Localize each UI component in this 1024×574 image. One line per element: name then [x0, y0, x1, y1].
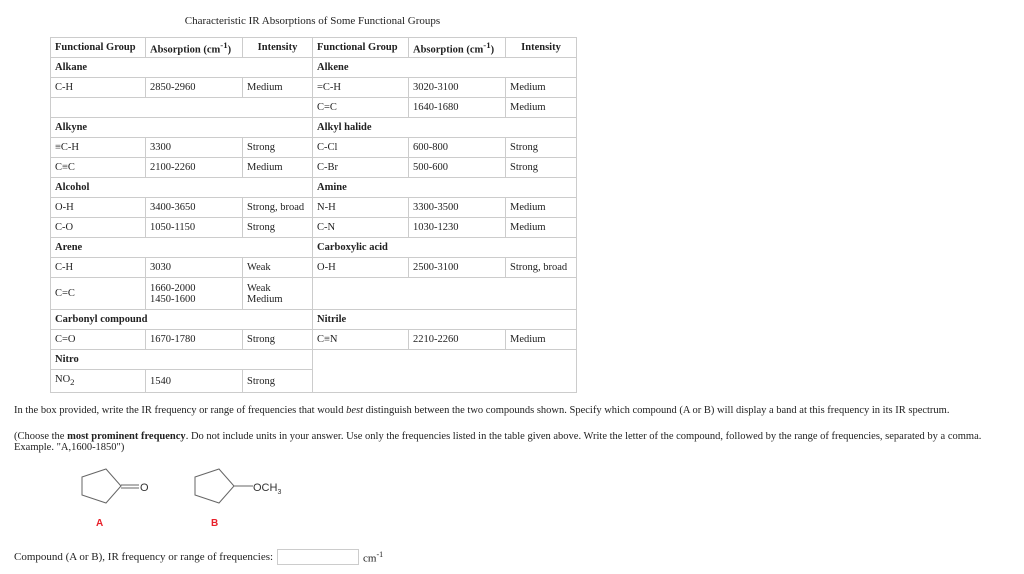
group-row: Alcohol Amine: [51, 178, 577, 198]
group-row: Nitro: [51, 350, 577, 370]
table-row: ≡C-H 3300 Strong C-Cl 600-800 Strong: [51, 138, 577, 158]
group-row: Carbonyl compound Nitrile: [51, 310, 577, 330]
compound-b-structure: [190, 465, 290, 510]
instruction-note: (Choose the most prominent frequency. Do not include units in your answer. Use only the frequencies listed in the table given above. Write the letter of the compound, followed by the range of frequencies, separated by a comma. Example. "A,1600-1850"): [14, 431, 982, 453]
table-row: $NO_2$ 1540 Strong: [51, 370, 577, 393]
header-functional-group: Functional Group: [51, 38, 146, 58]
table-row: C≡C 2100-2260 Medium C-Br 500-600 Strong: [51, 158, 577, 178]
header-functional-group: Functional Group: [313, 38, 409, 58]
table-row: C-H 2850-2960 Medium =C-H 3020-3100 Medium: [51, 78, 577, 98]
ir-absorption-table: [50, 37, 577, 393]
header-intensity: Intensity: [243, 38, 313, 58]
unit-label: $cm^{-1}$: [363, 549, 384, 565]
header-absorption: Absorption $(cm^{-1})$: [146, 38, 243, 58]
group-row: Arene Carboxylic acid: [51, 238, 577, 258]
header-intensity: Intensity: [506, 38, 577, 58]
table-header-row: [51, 38, 577, 58]
compound-b-label: B: [211, 518, 219, 529]
header-absorption: Absorption $(cm^{-1})$: [409, 38, 506, 58]
instruction-paragraph: In the box provided, write the IR frequency or range of frequencies that would best distinguish between the two compounds shown. Specify which compound (A or B) will display a band at this frequency in its IR spectrum.: [14, 405, 950, 416]
answer-label: Compound (A or B), IR frequency or range of frequencies:: [14, 551, 274, 563]
svg-text:O: O: [140, 482, 149, 494]
svg-text:OCH3: $OCH_3$: [253, 482, 282, 496]
table-row: C=O 1670-1780 Strong C≡N 2210-2260 Medium: [51, 330, 577, 350]
compound-a-label: A: [96, 518, 104, 529]
table-row: C=C 1640-1680 Medium: [51, 98, 577, 118]
group-row: Alkane Alkene: [51, 58, 577, 78]
table-row: C-O 1050-1150 Strong C-N 1030-1230 Medium: [51, 218, 577, 238]
table-title: Characteristic IR Absorptions of Some Functional Groups: [184, 15, 441, 27]
answer-input[interactable]: [277, 549, 359, 565]
group-row: Alkyne Alkyl halide: [51, 118, 577, 138]
table-row: O-H 3400-3650 Strong, broad N-H 3300-3500 Medium: [51, 198, 577, 218]
table-row: C=C 1660-2000 1450-1600 Weak Medium: [51, 278, 577, 310]
answer-row: [14, 549, 383, 565]
table-row: C-H 3030 Weak O-H 2500-3100 Strong, broad: [51, 258, 577, 278]
compound-a-structure: [75, 465, 155, 510]
